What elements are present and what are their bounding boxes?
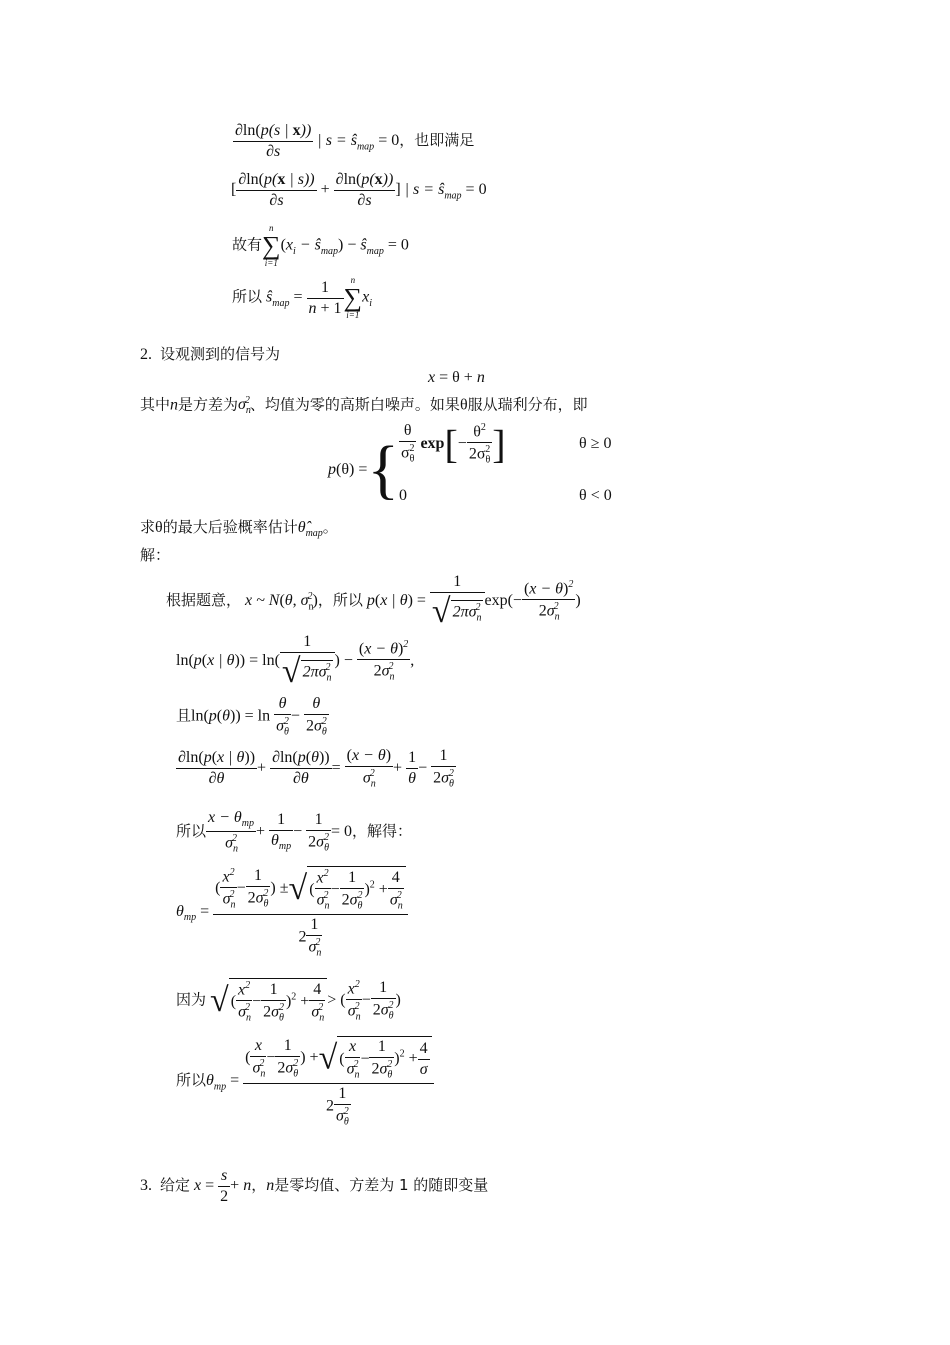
text-noise-2: 、均值为零的高斯白噪声。如果 <box>249 395 460 414</box>
text-yin-wei: 因为 <box>176 990 207 1009</box>
eq-theta-mp-solution: $\theta_{mp}$ = ( $\frac{x^2}{\sigma_n^2}$ − $\frac{1}{2\sigma_\theta^2}$ ) ±√ ( $\frac{x^2}{\sigma_n^2}$ − $\frac{1}{2\sigma_\theta^2}$ )$^2$ + $\frac{4}{\sigma_n^2}$ 2 $\frac{1}{\sigma_n^2}$ <box>176 866 408 958</box>
eq-derivative-sum: $\frac{\partial\ln(p(x | \theta))}{\partial\theta}$ + $\frac{\partial\ln(p(\theta))}{\partial\theta}$ = $\frac{(x - \theta)}{\sigma_n^2}$ + $\frac{1}{\theta}$ − $\frac{1}{2\sigma_\theta^2}$ <box>178 747 454 790</box>
text-ye-ji-man-zu: ，也即满足 <box>399 131 475 150</box>
eq-s-map-result: 所以 $ŝ_{map}$ = $\frac{1}{n + 1}$ n ∑ i=1 $x_i$ <box>232 275 372 320</box>
eq-likelihood: 根据题意， x ~ N(θ, $\sigma_n^2$)，所以 p(x | θ) = $\frac{1}{√ 2\pi\sigma_n^2}$ exp(− $\frac{(x - \theta)^2}{2\sigma_n^2}$ ) <box>166 573 581 630</box>
text-suo-yi-1: 所以 <box>232 287 263 306</box>
eq-rayleigh-prior: p(θ) ={ $\frac{\theta}{\sigma_\theta^2}$ exp[− $\frac{\theta^2}{2\sigma_\theta^2}$ ] θ ≥ 0 0 θ < 0 <box>328 421 612 506</box>
problem-3-number: 3. <box>140 1177 152 1195</box>
eq-derivative-condition: $\frac{\partial\ln(p(s | x))}{\partial s}$ | $s = ŝ_{map} = 0$，也即满足 <box>235 122 475 160</box>
text-gu-you: 故有 <box>232 235 263 254</box>
problem-3-rest: 是零均值、方差为 1 的随即变量 <box>274 1176 489 1195</box>
problem-2-intro: 设观测到的信号为 <box>160 345 281 363</box>
problem-2-number: 2. <box>140 346 152 363</box>
problem-2-question: 求θ的最大后验概率估计$\thetâ_{map}$。 <box>140 518 338 540</box>
text-suo-yi-comma: ，所以 <box>317 591 363 610</box>
text-qi-zhong: 其中 <box>140 395 171 414</box>
text-qiu: 求 <box>140 518 156 536</box>
eq-because: 因为 √ ( $\frac{x^2}{\sigma_n^2}$ − $\frac{1}{2\sigma_\theta^2}$ )$^2$ + $\frac{4}{\sigma_n^2}$ > ( $\frac{x^2}{\sigma_n^2}$ − $\frac{1}{2\sigma_\theta^2}$ ) <box>176 978 401 1024</box>
text-qie: 且 <box>176 706 192 725</box>
eq-stationary: 所以 $\frac{x - \theta_{mp}}{\sigma_n^2}$ + $\frac{1}{\theta_{mp}}$ − $\frac{1}{2\sigma_\theta^2}$ = 0，解得： <box>176 809 413 855</box>
eq-signal-model: x = θ + n <box>428 369 485 386</box>
eq-sum-derivatives: [ $\frac{\partial\ln(p(x | s))}{\partial s}$ + $\frac{\partial\ln(p(x))}{\partial s}$ ] | $s = ŝ_{map} = 0$ <box>231 171 487 209</box>
eq-log-prior: 且ln(p(θ)) = ln $\frac{\theta}{\sigma_\theta^2}$ − $\frac{\theta}{2\sigma_\theta^2}$ <box>176 695 327 738</box>
eq-log-likelihood: ln(p(x | θ)) = ln( $\frac{1}{√ 2\pi\sigma_n^2}$ ) − $\frac{(x - \theta)^2}{2\sigma_n^2}$ , <box>176 633 415 690</box>
solution-label: 解： <box>140 546 171 564</box>
eq-gu-you: 故有 n ∑ i=1 ($x_i$ − $ŝ_{map}$) − $ŝ_{map} = 0$ <box>232 223 409 268</box>
text-suo-yi-3: 所以 <box>176 1071 207 1090</box>
problem-2-noise-desc: 其中n是方差为$\sigma_n^2$、均值为零的高斯白噪声。如果θ服从瑞利分布，即 <box>140 395 588 417</box>
text-noise-1: 是方差为 <box>178 395 239 414</box>
problem-2-heading <box>140 347 280 363</box>
text-qiu-end: 的最大后验概率估计 <box>162 518 298 536</box>
text-gen-ju: 根据题意， <box>166 591 242 610</box>
text-jie-de: ，解得： <box>352 822 413 841</box>
eq-theta-mp-final: 所以$\theta_{mp}$ = ( $\frac{x}{\sigma_n^2}$ − $\frac{1}{2\sigma_\theta^2}$ ) +√ ( $\frac{x}{\sigma_n^2}$ − $\frac{1}{2\sigma_\theta^2}$ )$^2$ + $\frac{4}{\sigma}$ 2 $\frac{1}{\sigma_\theta^2}$ <box>176 1036 434 1127</box>
text-noise-3: 服从瑞利分布，即 <box>467 395 588 414</box>
problem-3-intro: 给定 <box>160 1176 191 1195</box>
text-suo-yi-2: 所以 <box>176 822 207 841</box>
problem-3-heading: 3. 给定 x = $\frac{s}{2}$ + n，n是零均值、方差为 1 的随即变量 <box>140 1167 489 1205</box>
